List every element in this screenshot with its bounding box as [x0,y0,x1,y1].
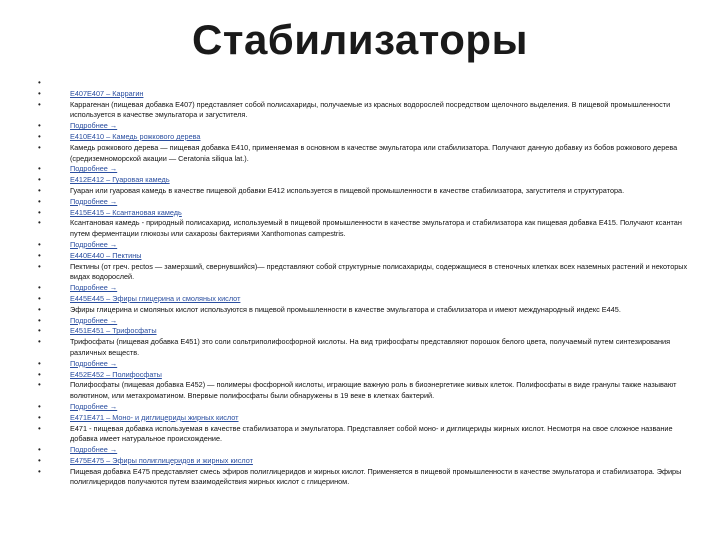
more-link[interactable]: • Подробнее → [38,402,702,413]
additive-description: • Каррагенан (пищевая добавка Е407) представляет собой полисахариды, получаемые из красных водорослей посредством щелочного выделения. В пищевой промышленности используется в качестве эмульгатора и загустителя. [38,100,702,122]
more-link[interactable]: • Подробнее → [38,240,702,251]
additive-link[interactable]: • E445E445 – Эфиры глицерина и смоляных кислот [38,294,702,305]
additive-link[interactable]: • E407E407 – Каррагин [38,89,702,100]
stabilizers-list [38,78,702,488]
additive-description: • Полифосфаты (пищевая добавка E452) — полимеры фосфорной кислоты, играющие важную роль в биоэнергетике живых клеток. Полифосфаты в виде гранулы также называют волютином, или метахроматином. Впервые полифосфаты были обнаружены в 19 веке в клетках бактерий. [38,380,702,402]
more-link[interactable]: • Подробнее → [38,283,702,294]
page-title: Стабилизаторы [192,16,528,63]
additive-link[interactable]: • E452E452 – Полифосфаты [38,370,702,381]
additive-description: • E471 - пищевая добавка используемая в качестве стабилизатора и эмульгатора. Представляет собой моно- и диглицериды жирных кислот. Несмотря на свое сложное название добавка имеет натуральное происхождение. [38,424,702,446]
additive-link[interactable]: • E412E412 – Гуаровая камедь [38,175,702,186]
additive-link[interactable]: • E440E440 – Пектины [38,251,702,262]
additive-description: • Пектины (от греч. pectos — замерзший, свернувшийся)— представляют собой структурные полисахариды, содержащиеся в стеночных клетках всех наземных растений и некоторых видах водорослей. [38,262,702,284]
more-link[interactable]: • Подробнее → [38,445,702,456]
additive-link[interactable]: • E415E415 – Ксантановая камедь [38,208,702,219]
additive-description: • Ксантановая камедь - природный полисахарид, используемый в пищевой промышленности в качестве эмульгатора и стабилизатора как пищевая добавка Е415. Получают ксантан путем ферментации глюкозы или сахарозы бактериями Xanthomonas campestris. [38,218,702,240]
additive-link[interactable]: • E451E451 – Трифосфаты [38,326,702,337]
more-link[interactable]: • Подробнее → [38,359,702,370]
more-link[interactable]: • Подробнее → [38,197,702,208]
more-link[interactable]: • Подробнее → [38,121,702,132]
empty-bullet [38,78,702,89]
additive-link[interactable]: • E471E471 – Моно- и диглицериды жирных кислот [38,413,702,424]
more-link[interactable]: • Подробнее → [38,316,702,327]
additive-description: • Гуаран или гуаровая камедь в качестве пищевой добавки Е412 используется в пищевой промышленности в качестве стабилизатора, загустителя и структуратора. [38,186,702,197]
additive-description: • Камедь рожкового дерева — пищевая добавка Е410, применяемая в основном в качестве эмульгатора или стабилизатора. Получают данную добавку из бобов рожкового дерева (средиземноморской акации — Ceratonia siliqua lat.). [38,143,702,165]
additive-link[interactable]: • E475E475 – Эфиры полиглицеридов и жирных кислот [38,456,702,467]
additive-description: • Эфиры глицерина и смоляных кислот используются в пищевой промышленности в качестве эмульгатора и стабилизатора и имеют международный индекс E445. [38,305,702,316]
additive-description: • Пищевая добавка E475 представляет смесь эфиров полиглицеридов и жирных кислот. Применяется в пищевой промышленности в качестве эмульгатора и стабилизатора. Эфиры полиглицеридов получаются путем взаимодействия жирных кислот с глицерином. [38,467,702,489]
more-link[interactable]: • Подробнее → [38,164,702,175]
additive-link[interactable]: • E410E410 – Камедь рожкового дерева [38,132,702,143]
additive-description: • Трифосфаты (пищевая добавка E451) это соли сольтриполифосфорной кислоты. На вид трифосфаты представляют порошок белого цвета, получаемый путем синтезирования различных веществ. [38,337,702,359]
